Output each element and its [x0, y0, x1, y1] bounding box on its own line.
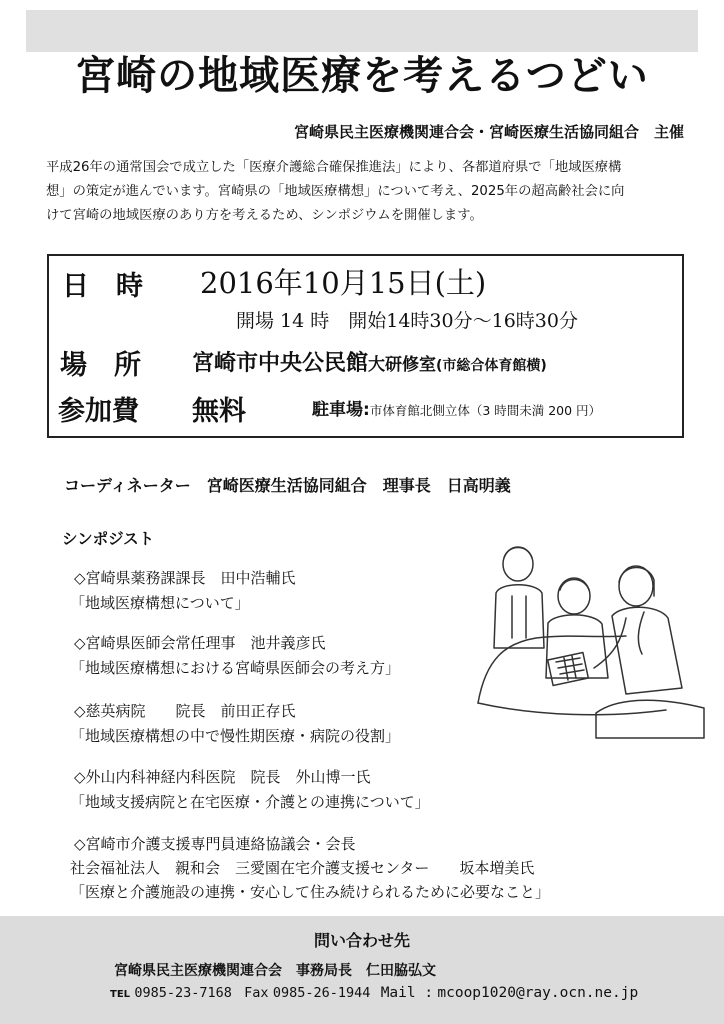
- intro-paragraph: [46, 156, 686, 228]
- fax-number: 0985-26-1944: [272, 985, 371, 1001]
- elderly-man-body: [546, 615, 608, 678]
- fax-label: Fax: [244, 985, 269, 1001]
- mail-label: Mail :: [380, 985, 434, 1001]
- symposists-heading: シンポジスト: [62, 530, 155, 548]
- symposist-name: ◇外山内科神経内科医院 院長 外山博一氏: [74, 768, 371, 786]
- symposist-topic: 「地域支援病院と在宅医療・介護との連携について」: [70, 793, 430, 811]
- symposist-topic: 「地域医療構想の中で慢性期医療・病院の役割」: [70, 727, 401, 745]
- page-title: 宮崎の地域医療を考えるつどい: [75, 53, 649, 99]
- parking-value: 市体育館北側立体（3 時間未満 200 円）: [369, 403, 602, 418]
- place-note: (市総合体育館横): [436, 358, 547, 374]
- intro-line: 想」の策定が進んでいます。宮崎県の「地域医療構想」について考え、2025年の超高齢社会に向: [46, 184, 625, 199]
- caregiver-body: [612, 607, 682, 694]
- tel-label: TEL: [110, 989, 131, 1000]
- place-value: [192, 346, 547, 377]
- care-scene-illustration: [476, 538, 708, 743]
- fee-label: 参加費: [58, 396, 139, 427]
- date-label: 日 時: [62, 271, 143, 302]
- symposist-name: ◇宮崎県医師会常任理事 池井義彦氏: [74, 634, 326, 652]
- place-room: 大研修室: [368, 355, 437, 375]
- parking-label: 駐車場:: [312, 400, 370, 420]
- symposist-name: ◇慈英病院 院長 前田正存氏: [74, 702, 296, 720]
- contact-details: [110, 985, 638, 1001]
- symposist-name: ◇宮崎県薬務課課長 田中浩輔氏: [74, 569, 296, 587]
- tel-number: 0985-23-7168: [134, 985, 232, 1001]
- contact-organization: 宮崎県民主医療機関連合会 事務局長 仁田脇弘文: [114, 963, 436, 979]
- symposist-topic: 「地域医療構想について」: [70, 594, 250, 612]
- time-value: 開場 14 時 開始14時30分～16時30分: [236, 310, 578, 332]
- symposist-name: ◇宮崎市介護支援専門員連絡協議会・会長: [74, 835, 356, 853]
- contact-title: 問い合わせ先: [313, 931, 410, 950]
- organizer-line: 宮崎県民主医療機関連合会・宮崎医療生活協同組合 主催: [293, 123, 684, 141]
- intro-line: けて宮崎の地域医療のあり方を考えるため、シンポジウムを開催します。: [46, 208, 483, 223]
- place-label: 場 所: [60, 350, 141, 381]
- coordinator-line: コーディネーター 宮崎医療生活協同組合 理事長 日高明義: [64, 476, 511, 495]
- mail-address: mcoop1020@ray.ocn.ne.jp: [437, 985, 639, 1001]
- intro-line: 平成26年の通常国会で成立した「医療介護総合確保推進法」により、各都道府県で「地域医療構: [46, 160, 622, 175]
- parking-info: [312, 395, 601, 420]
- caregiver-legs: [596, 700, 704, 738]
- place-main: 宮崎市中央公民館: [192, 350, 369, 376]
- symposist-topic: 「医療と介護施設の連携・安心して住み続けられるために必要なこと」: [70, 883, 551, 901]
- date-value: 2016年10月15日(土): [200, 266, 487, 300]
- symposist-affiliation: 社会福祉法人 親和会 三愛園在宅介護支援センター 坂本増美氏: [70, 859, 535, 877]
- fee-value: 無料: [192, 396, 246, 427]
- symposist-topic: 「地域医療構想における宮崎県医師会の考え方」: [70, 659, 401, 677]
